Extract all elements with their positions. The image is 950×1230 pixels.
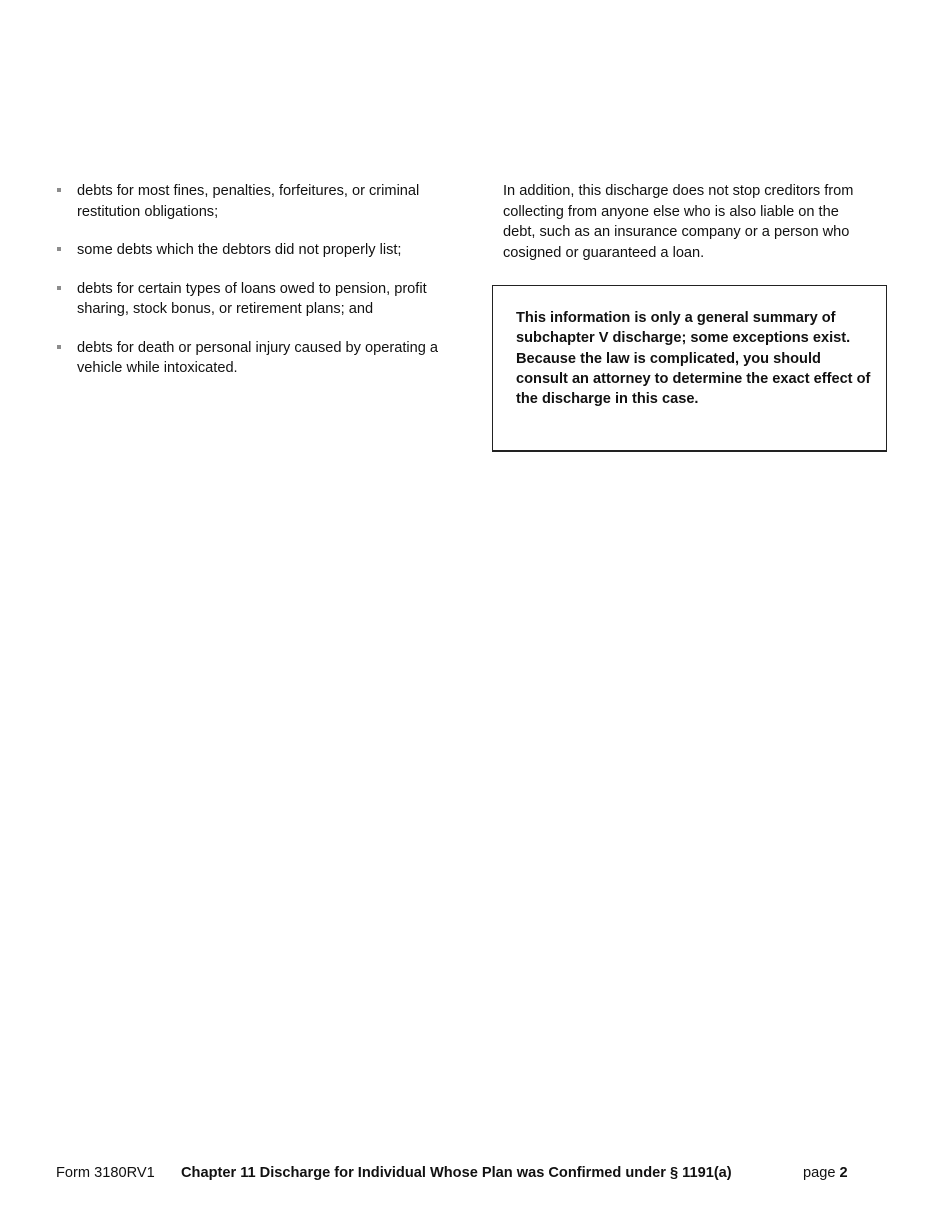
page-indicator [803,1163,848,1183]
square-bullet-icon [57,345,61,349]
list-item-text: debts for death or personal injury caused by operating a vehicle while intoxicated. [77,339,439,376]
page-number: 2 [839,1165,848,1181]
exceptions-list [56,181,446,379]
square-bullet-icon [57,188,61,192]
form-title: Chapter 11 Discharge for Individual Whose Plan was Confirmed under § 1191(a) [181,1165,732,1181]
square-bullet-icon [57,247,61,251]
list-item [56,181,446,222]
list-item-text: debts for certain types of loans owed to pension, profit sharing, stock bonus, or retirement plans; and [77,280,427,317]
list-item-text: some debts which the debtors did not properly list; [77,242,402,258]
list-item-text: debts for most fines, penalties, forfeitures, or criminal restitution obligations; [77,183,420,220]
list-item [56,240,446,261]
list-item [56,338,446,379]
liability-paragraph: In addition, this discharge does not stop creditors from collecting from anyone else who is also liable on the debt, such as an insurance company or a person who cosigned or guaranteed a loan. [503,183,854,261]
form-id: Form 3180RV1 [56,1165,155,1181]
list-item [56,279,446,320]
right-column [503,181,863,263]
square-bullet-icon [57,286,61,290]
notice-box [492,285,887,452]
notice-text: This information is only a general summary of subchapter V discharge; some exceptions exist. Because the law is complicated, you should consult an attorney to determine the exact effect of the discharge in this case. [516,310,871,408]
left-column [56,181,446,397]
page-label: page [803,1165,836,1181]
